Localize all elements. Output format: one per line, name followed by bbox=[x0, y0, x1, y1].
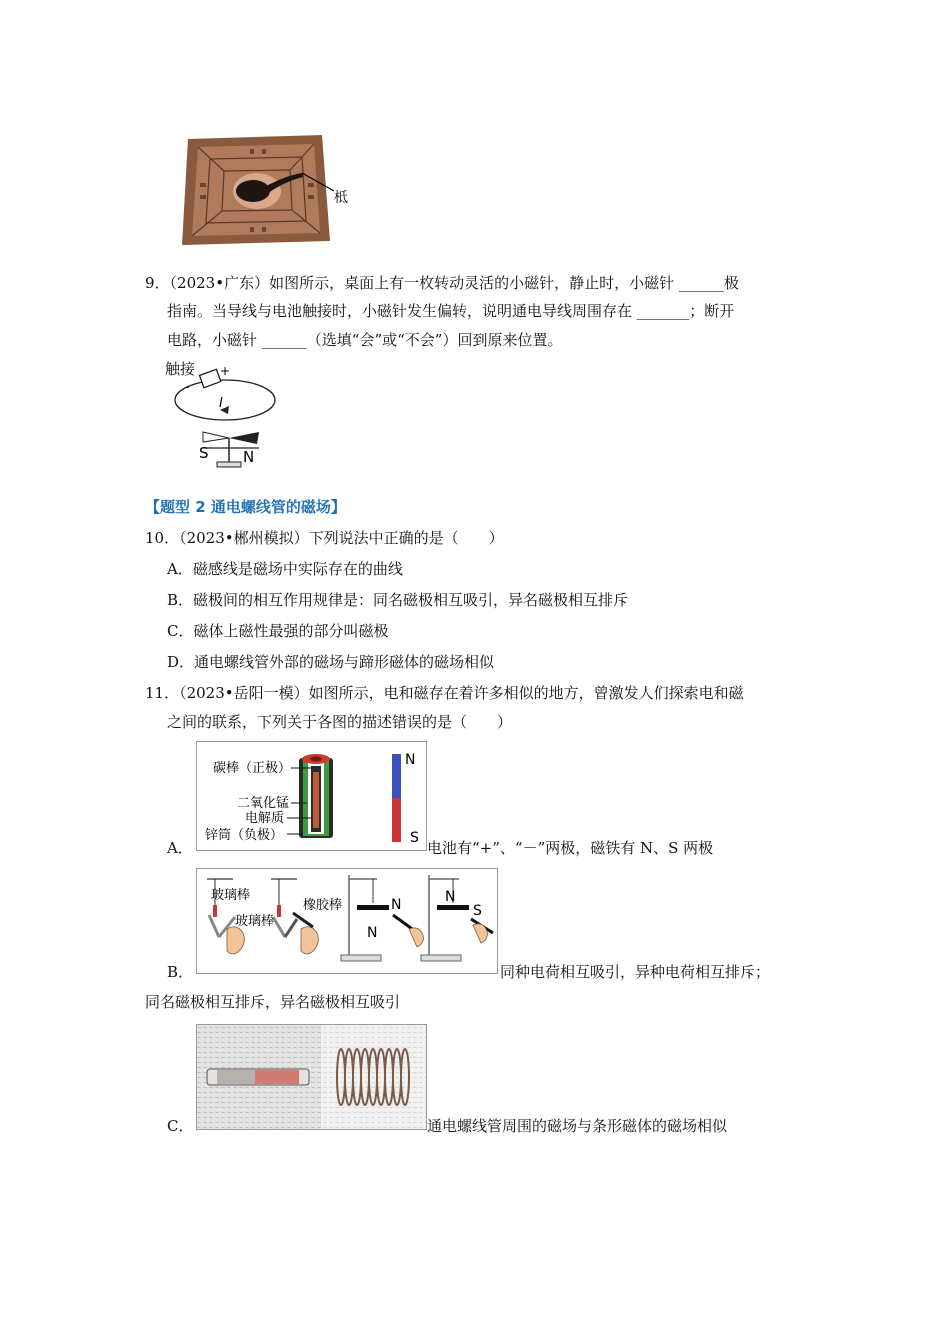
battery-zinc-label: 锌筒（负极） bbox=[205, 828, 284, 843]
q10-option-c: C．磁体上磁性最强的部分叫磁极 bbox=[167, 622, 389, 640]
q10-option-b: B．磁极间的相互作用规律是：同名磁极相互吸引，异名磁极相互排斥 bbox=[167, 591, 629, 609]
battery-mno2-label: 二氧化锰 bbox=[237, 796, 290, 811]
compass-label: 柢 bbox=[334, 190, 348, 206]
q11-option-c-text: 通电螺线管周围的磁场与条形磁体的磁场相似 bbox=[427, 1117, 728, 1135]
q11-line-2: 之间的联系，下列关于各图的描述错误的是（ ） bbox=[167, 713, 513, 731]
battery-magnet-figure bbox=[196, 741, 427, 851]
q9-plus-label: + bbox=[220, 364, 231, 378]
q9-line-3: 电路，小磁针 ______（选填“会”或“不会”）回到原来位置。 bbox=[167, 331, 563, 349]
pole-n-label-2: N bbox=[367, 925, 378, 941]
q11-option-b-letter: B． bbox=[167, 963, 194, 981]
q11-option-b-text: 同种电荷相互吸引，异种电荷相互排斥； bbox=[500, 963, 771, 981]
charges-magnets-figure bbox=[196, 868, 498, 974]
q10-option-d: D．通电螺线管外部的磁场与蹄形磁体的磁场相似 bbox=[167, 653, 495, 671]
q10-stem: 10．（2023•郴州模拟）下列说法中正确的是（ ） bbox=[145, 529, 504, 547]
battery-electrolyte-label: 电解质 bbox=[245, 811, 285, 826]
pole-n-label-1: N bbox=[391, 897, 402, 913]
rubber-rod-label: 橡胶棒 bbox=[303, 898, 343, 913]
q9-line-1: 9．（2023•广东）如图所示，桌面上有一枚转动灵活的小磁针，静止时，小磁针 ______极 bbox=[145, 274, 739, 292]
q9-current-label: I bbox=[219, 396, 223, 411]
q9-pole-n: N bbox=[243, 448, 255, 466]
q11-option-a-text: 电池有“+”、“－”两极，磁铁有 N、S 两极 bbox=[427, 839, 714, 857]
q9-line-2: 指南。当导线与电池触接时，小磁针发生偏转，说明通电导线周围存在 _______；断开 bbox=[167, 302, 735, 320]
magnet-n-label: N bbox=[405, 752, 416, 768]
q9-figure bbox=[165, 358, 285, 470]
q10-option-a: A．磁感线是磁场中实际存在的曲线 bbox=[167, 560, 403, 578]
q11-option-c-letter: C． bbox=[167, 1117, 194, 1135]
glass-rod-label-2: 玻璃棒 bbox=[235, 914, 275, 929]
q11-option-b-text-2: 同名磁极相互排斥，异名磁极相互吸引 bbox=[145, 993, 401, 1011]
iron-filings-figure bbox=[196, 1024, 427, 1130]
section-heading-2: 【题型 2 通电螺线管的磁场】 bbox=[145, 498, 346, 516]
pole-s-label: S bbox=[473, 903, 482, 919]
q9-minus-label: - bbox=[185, 380, 190, 394]
q9-touch-label: 触接 bbox=[165, 360, 196, 378]
pole-n-label-3: N bbox=[445, 889, 456, 905]
glass-rod-label-1: 玻璃棒 bbox=[211, 888, 251, 903]
battery-carbon-label: 碳棒（正极） bbox=[213, 761, 292, 776]
q9-pole-s: S bbox=[199, 444, 209, 462]
compass-figure bbox=[180, 133, 360, 248]
q11-line-1: 11．（2023•岳阳一模）如图所示，电和磁存在着许多相似的地方，曾激发人们探索电和磁 bbox=[145, 684, 744, 702]
magnet-s-label: S bbox=[410, 830, 419, 846]
q11-option-a-letter: A． bbox=[167, 839, 193, 857]
